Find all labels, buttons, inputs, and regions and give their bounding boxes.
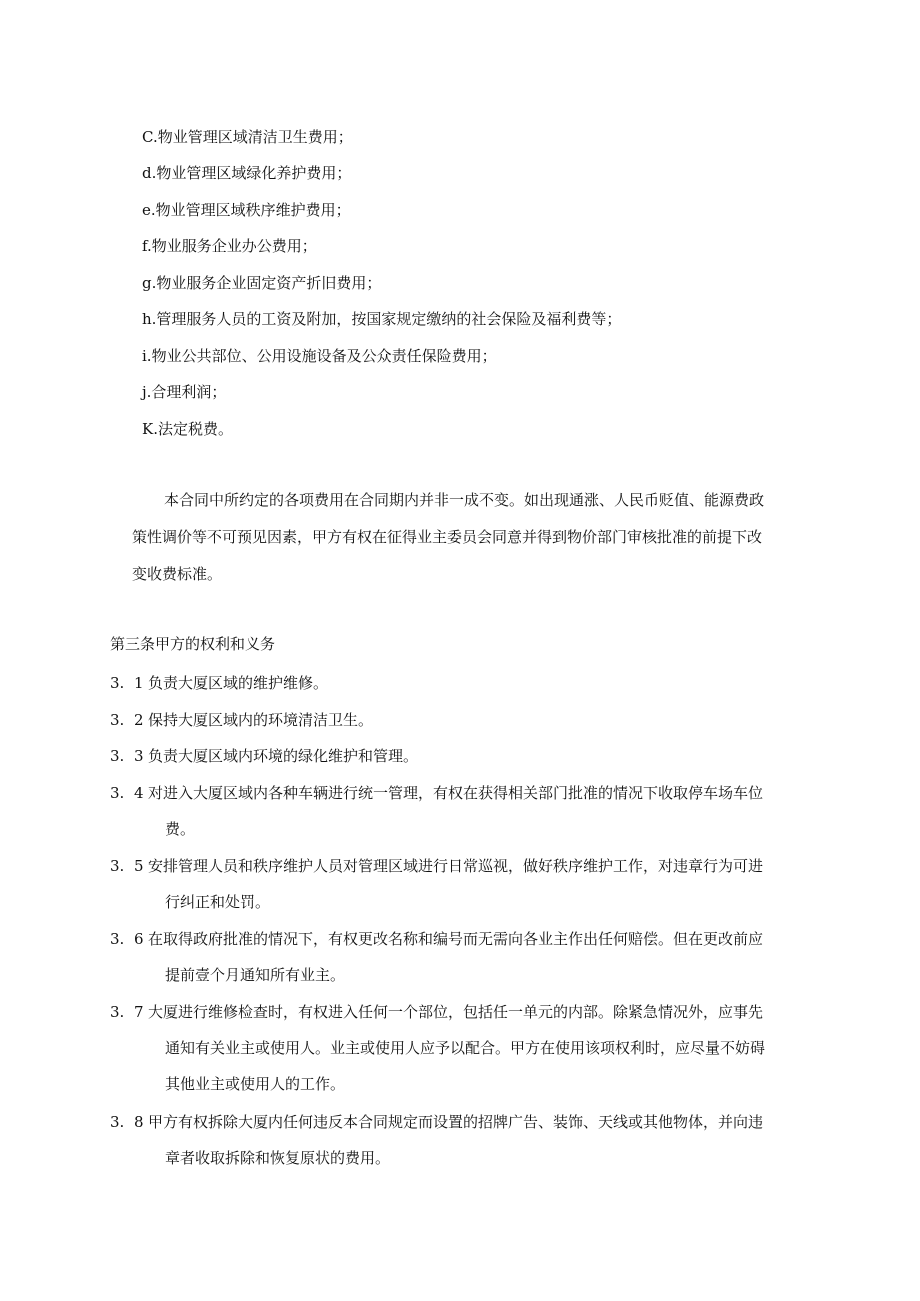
paragraph-line: 变收费标准。 <box>132 565 223 583</box>
clause-subnumber: 2 <box>134 711 144 729</box>
clause-number: 3. <box>110 1113 125 1131</box>
section-title: 第三条甲方的权利和义务 <box>110 635 276 653</box>
clause-text: 大厦进行维修检查时，有权进入任何一个部位，包括任一单元的内部。除紧急情况外，应事先 <box>148 1003 764 1021</box>
fee-item: j.合理利润； <box>142 383 227 401</box>
fee-item: C.物业管理区域清洁卫生费用； <box>142 128 353 146</box>
fee-item: e.物业管理区域秩序维护费用； <box>142 201 351 219</box>
clause-text: 安排管理人员和秩序维护人员对管理区域进行日常巡视，做好秩序维护工作，对违章行为可进 <box>148 857 764 875</box>
fee-item: K.法定税费。 <box>142 420 233 438</box>
fee-item: f.物业服务企业办公费用； <box>142 237 317 255</box>
clause-text: 对进入大厦区域内各种车辆进行统一管理，有权在获得相关部门批准的情况下收取停车场车位 <box>148 784 764 802</box>
clause-subnumber: 4 <box>134 784 144 802</box>
clause-subnumber: 5 <box>134 857 144 875</box>
clause-subnumber: 3 <box>134 747 144 765</box>
paragraph-line: 本合同中所约定的各项费用在合同期内并非一成不变。如出现通涨、人民币贬值、能源费政 <box>164 491 765 509</box>
fee-adjustment-paragraph <box>110 482 800 593</box>
clause-number: 3. <box>110 674 125 692</box>
clause-continuation: 行纠正和处罚。 <box>165 893 271 911</box>
clause-continuation: 提前壹个月通知所有业主。 <box>165 966 346 984</box>
clause-continuation: 通知有关业主或使用人。业主或使用人应予以配合。甲方在使用该项权利时，应尽量不妨碍 <box>165 1039 766 1057</box>
fee-item: h.管理服务人员的工资及附加，按国家规定缴纳的社会保险及福利费等； <box>142 310 622 328</box>
clause-text: 在取得政府批准的情况下，有权更改名称和编号而无需向各业主作出任何赔偿。但在更改前应 <box>148 930 764 948</box>
clause-subnumber: 6 <box>134 930 144 948</box>
clause-subnumber: 7 <box>134 1003 144 1021</box>
clause-number: 3. <box>110 711 125 729</box>
clause-text: 保持大厦区域内的环境清洁卫生。 <box>148 711 374 729</box>
clause-subnumber: 8 <box>134 1113 144 1131</box>
clause-subnumber: 1 <box>134 674 144 692</box>
clause-number: 3. <box>110 930 125 948</box>
fee-item: g.物业服务企业固定资产折旧费用； <box>142 274 382 292</box>
clause-text: 甲方有权拆除大厦内任何违反本合同规定而设置的招牌广告、装饰、天线或其他物体，并向违 <box>148 1113 764 1131</box>
clause-number: 3. <box>110 784 125 802</box>
clause-text: 负责大厦区域内环境的绿化维护和管理。 <box>148 747 419 765</box>
clause-continuation: 其他业主或使用人的工作。 <box>165 1075 346 1093</box>
paragraph-line: 策性调价等不可预见因素，甲方有权在征得业主委员会同意并得到物价部门审核批准的前提下改 <box>132 528 763 546</box>
fee-item: d.物业管理区域绿化养护费用； <box>142 164 352 182</box>
clause-number: 3. <box>110 857 125 875</box>
clause-continuation: 费。 <box>165 820 196 838</box>
clause-number: 3. <box>110 1003 125 1021</box>
fee-item: i.物业公共部位、公用设施设备及公众责任保险费用； <box>142 347 497 365</box>
clause-text: 负责大厦区域的维护维修。 <box>148 674 329 692</box>
clause-continuation: 章者收取拆除和恢复原状的费用。 <box>165 1149 391 1167</box>
clause-number: 3. <box>110 747 125 765</box>
